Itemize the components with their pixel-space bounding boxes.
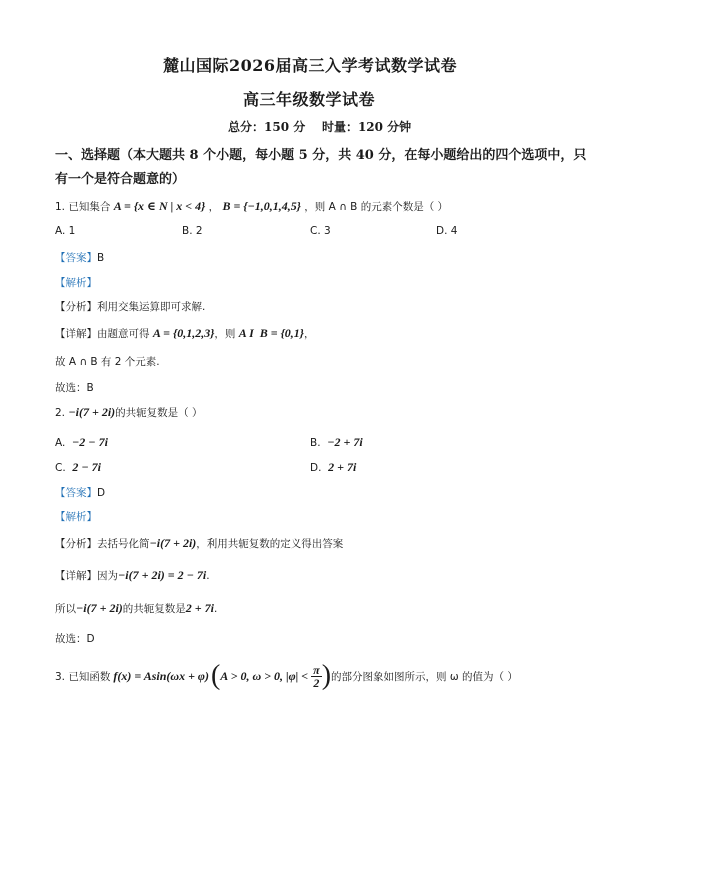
- q1-fenxi: [55, 299, 205, 314]
- q1-choice: 故选：B: [55, 382, 94, 394]
- q1-detail-mid: ，则: [214, 328, 236, 340]
- q1-answer: [55, 250, 104, 265]
- q1-suffix: ，则 A ∩ B 的元素个数是（ ）: [304, 201, 449, 213]
- q2-conclusion: [55, 601, 217, 616]
- q2-detail: [55, 568, 210, 583]
- q1-detail-math1: A = {0,1,2,3}: [152, 326, 215, 340]
- q1-option-a: A. 1: [55, 225, 76, 237]
- q2-fenxi-pre: 去括号化简: [97, 538, 150, 550]
- q2-expression: −i(7 + 2i): [68, 405, 116, 419]
- q2-option-a: [55, 435, 108, 450]
- q3-stem: [55, 660, 518, 692]
- q2-analysis-label: 【解析】: [55, 511, 97, 523]
- q1-detail-pre: 由题意可得: [97, 328, 150, 340]
- q2-detail-pre: 因为: [97, 570, 118, 582]
- q2-answer-label: 【答案】: [55, 487, 97, 499]
- q1-set-b: B = {−1,0,1,4,5}: [222, 199, 301, 213]
- q2-option-a-value: −2 − 7i: [72, 435, 108, 449]
- q3-right-paren: ): [321, 660, 332, 691]
- q3-left-paren: (: [210, 660, 221, 691]
- q2-option-c-value: 2 − 7i: [72, 460, 101, 474]
- q2-fenxi-label: 【分析】: [55, 538, 97, 550]
- q1-option-d: D. 4: [436, 225, 458, 237]
- q1-conclusion: 故 A ∩ B 有 2 个元素.: [55, 356, 160, 368]
- q2-option-c: [55, 460, 101, 475]
- q2-option-d: [310, 460, 356, 475]
- q2-option-d-letter: D.: [310, 462, 322, 474]
- q3-suffix: 的部分图象如图所示，则 ω 的值为（ ）: [331, 670, 518, 683]
- q1-analysis-label: 【解析】: [55, 277, 97, 289]
- q1-detail: [55, 326, 314, 341]
- q2-so-end: .: [213, 603, 218, 615]
- q2-prefix: 2.: [55, 407, 66, 419]
- q2-detail-math: −i(7 + 2i) = 2 − 7i: [118, 568, 207, 582]
- q1-detail-end: ，: [303, 328, 315, 340]
- q2-answer: [55, 485, 105, 500]
- q1-detail-math2: A I B = {0,1}: [238, 326, 304, 340]
- q2-so-pre: 所以: [55, 603, 76, 615]
- q1-option-c: C. 3: [310, 225, 331, 237]
- q3-prefix: 3. 已知函数: [55, 670, 111, 683]
- q2-option-d-value: 2 + 7i: [328, 460, 357, 474]
- q2-so-math1: −i(7 + 2i): [76, 601, 123, 615]
- section-heading-line1: 一、选择题（本大题共 8 个小题，每小题 5 分，共 40 分，在每小题给出的四个选项中，只: [55, 148, 587, 163]
- q2-detail-end: .: [206, 570, 210, 582]
- q1-fenxi-label: 【分析】: [55, 301, 97, 313]
- q2-option-a-letter: A.: [55, 437, 66, 449]
- q3-function: f(x) = Asin(ωx + φ): [113, 668, 209, 683]
- q1-comma: ，: [208, 201, 220, 213]
- q1-detail-label: 【详解】: [55, 328, 97, 340]
- q1-answer-value: B: [97, 252, 105, 264]
- q2-option-b-letter: B.: [310, 437, 321, 449]
- q2-option-b: [310, 435, 363, 450]
- q3-fraction: [311, 664, 322, 689]
- q1-stem: [55, 199, 448, 214]
- q1-option-b: B. 2: [182, 225, 203, 237]
- q2-choice: 故选：D: [55, 633, 95, 645]
- q1-answer-label: 【答案】: [55, 252, 97, 264]
- q2-stem: [55, 405, 203, 420]
- q2-fenxi-math: −i(7 + 2i): [149, 536, 197, 550]
- q3-frac-den: 2: [313, 675, 320, 690]
- q2-detail-label: 【详解】: [55, 570, 97, 582]
- exam-meta: 总分：150 分 时量：120 分钟: [228, 120, 412, 134]
- q2-option-c-letter: C.: [55, 462, 66, 474]
- q3-condition: A > 0, ω > 0, |φ| <: [220, 668, 309, 683]
- q1-fenxi-text: 利用交集运算即可求解.: [97, 301, 206, 313]
- q2-option-b-value: −2 + 7i: [327, 435, 363, 449]
- q3-frac-num: π: [313, 662, 320, 677]
- exam-subtitle: 高三年级数学试卷: [243, 90, 376, 109]
- q2-suffix: 的共轭复数是（ ）: [115, 407, 203, 419]
- exam-title: 麓山国际2026届高三入学考试数学试卷: [163, 56, 458, 75]
- q2-so-mid: 的共轭复数是: [122, 603, 186, 615]
- q2-answer-value: D: [97, 487, 106, 499]
- q2-fenxi-post: ，利用共轭复数的定义得出答案: [196, 538, 344, 550]
- section-heading-line2: 有一个是符合题意的）: [55, 172, 186, 187]
- q1-set-a: A = {x ∈ N | x < 4}: [113, 199, 206, 213]
- q2-fenxi: [55, 536, 343, 551]
- q1-prefix: 1. 已知集合: [55, 201, 111, 213]
- q2-so-math2: 2 + 7i: [185, 601, 214, 615]
